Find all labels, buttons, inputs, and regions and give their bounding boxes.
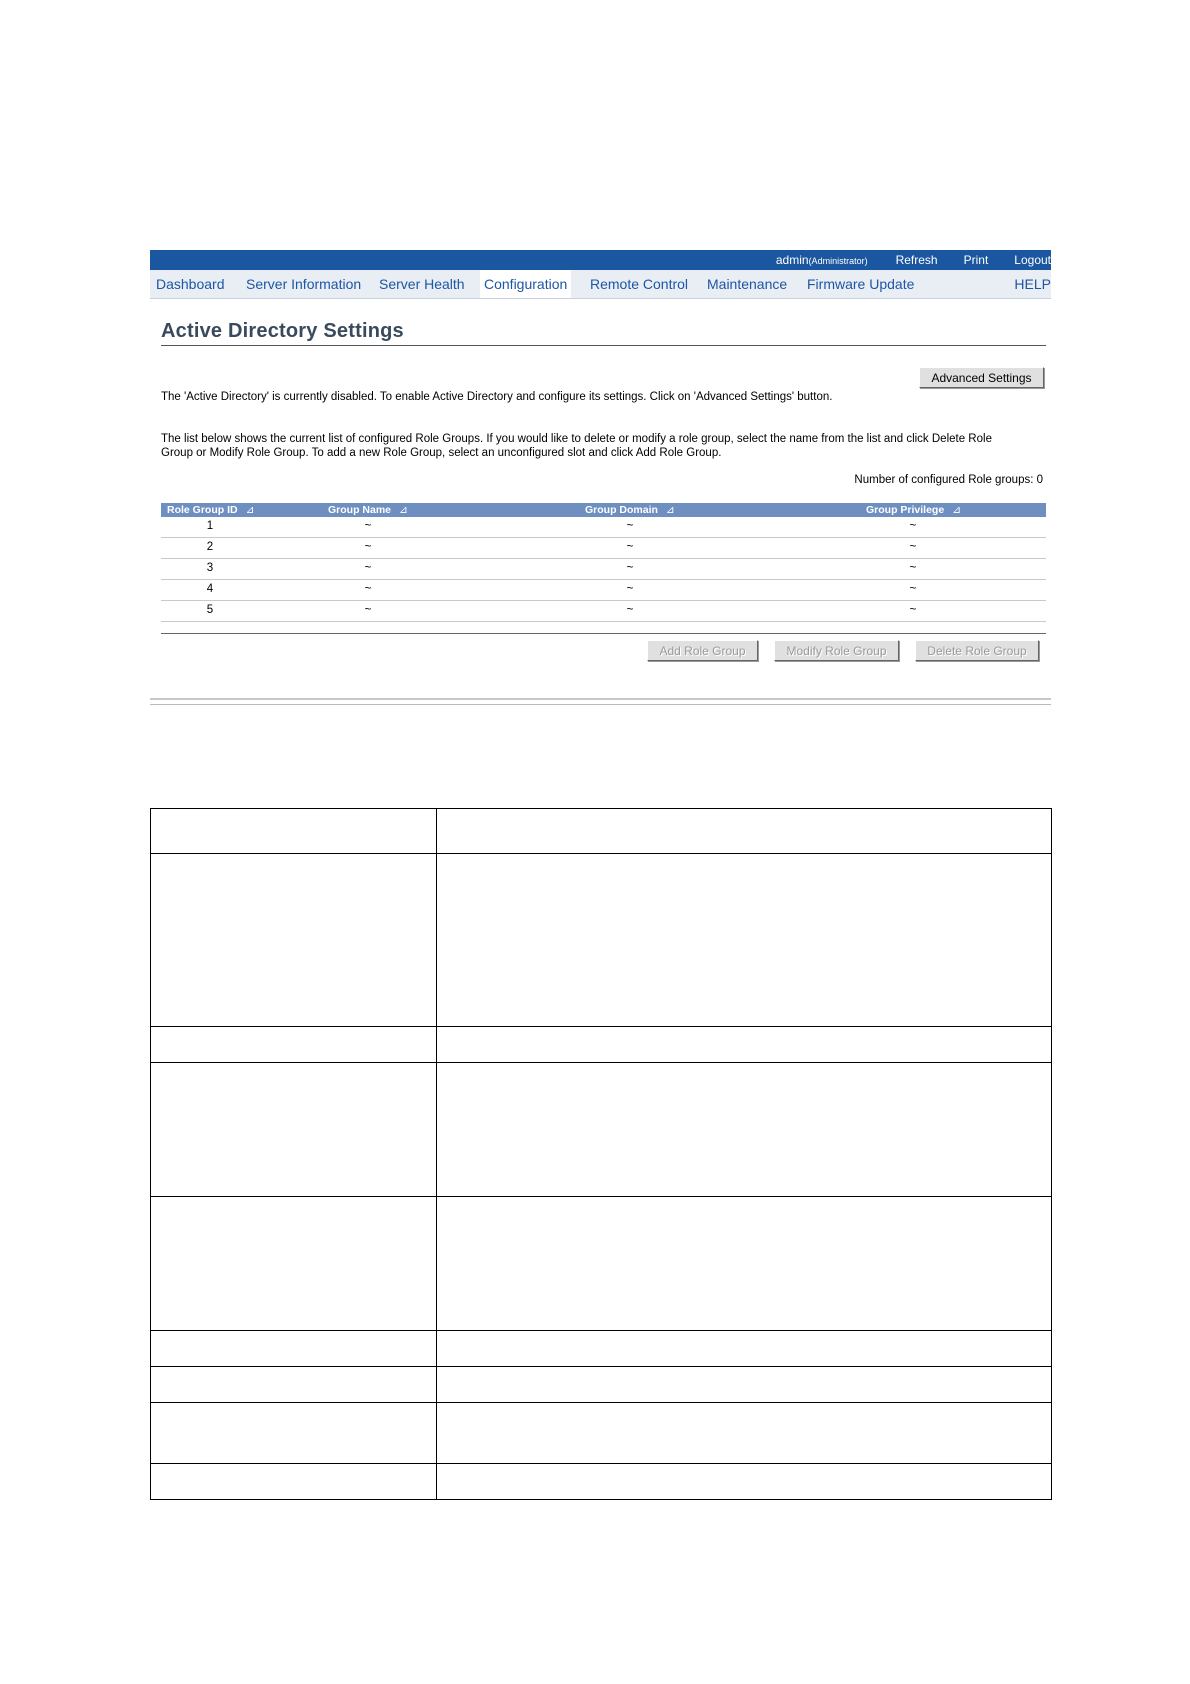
- add-role-group-button[interactable]: Add Role Group: [647, 640, 758, 661]
- table-header: [161, 503, 1046, 517]
- doc-table-cell: [151, 809, 437, 854]
- nav-server-health[interactable]: Server Health: [379, 276, 465, 292]
- status-text: The 'Active Directory' is currently disabled. To enable Active Directory and configure its settings. Click on 'Advanced Settings' button.: [161, 391, 833, 403]
- screenshot-bottom-rule: [150, 698, 1051, 705]
- column-label: Role Group ID: [167, 504, 238, 516]
- role-group-count: Number of configured Role groups: 0: [854, 474, 1043, 486]
- column-header-role-group-id[interactable]: [167, 503, 254, 517]
- user-info: [776, 253, 868, 267]
- role-group-table: [161, 503, 1046, 622]
- logout-link[interactable]: Logout: [1014, 253, 1051, 267]
- info-text-line-2: Group or Modify Role Group. To add a new Role Group, select an unconfigured slot and click Add Role Group.: [161, 447, 722, 459]
- column-label: Group Privilege: [866, 504, 945, 516]
- doc-table-cell: [151, 1027, 437, 1063]
- user-role: (Administrator): [808, 256, 868, 266]
- main-nav: [150, 270, 1051, 299]
- delete-role-group-button[interactable]: Delete Role Group: [915, 640, 1039, 661]
- cell-group-name: ~: [364, 583, 372, 595]
- cell-role-group-id: 3: [206, 562, 214, 574]
- column-header-group-privilege[interactable]: [866, 503, 961, 517]
- doc-table-cell: [437, 1331, 1052, 1367]
- column-header-group-name[interactable]: [328, 503, 408, 517]
- doc-table-row: [151, 1367, 1052, 1403]
- nav-dashboard[interactable]: Dashboard: [156, 276, 225, 292]
- cell-role-group-id: 2: [206, 541, 214, 553]
- sort-icon: ⊿: [399, 504, 408, 516]
- cell-role-group-id: 5: [206, 604, 214, 616]
- table-row[interactable]: [161, 580, 1046, 601]
- table-row[interactable]: [161, 538, 1046, 559]
- cell-role-group-id: 1: [206, 520, 214, 532]
- doc-table-row: [151, 1197, 1052, 1331]
- sort-icon: ⊿: [665, 504, 675, 516]
- cell-group-domain: ~: [626, 520, 634, 532]
- cell-group-privilege: ~: [909, 604, 917, 616]
- doc-table-row: [151, 1063, 1052, 1197]
- nav-server-information[interactable]: Server Information: [246, 276, 362, 292]
- cell-group-domain: ~: [626, 541, 634, 553]
- doc-table-cell: [437, 1367, 1052, 1403]
- cell-group-name: ~: [364, 520, 372, 532]
- web-ui-screenshot: [150, 250, 1051, 702]
- username: admin: [775, 253, 809, 267]
- nav-remote-control[interactable]: Remote Control: [590, 276, 689, 292]
- doc-table-cell: [437, 1027, 1052, 1063]
- cell-group-domain: ~: [626, 583, 634, 595]
- doc-table-cell: [437, 1403, 1052, 1464]
- cell-group-name: ~: [364, 562, 372, 574]
- table-row[interactable]: [161, 601, 1046, 622]
- sort-icon: ⊿: [952, 504, 961, 516]
- cell-group-name: ~: [364, 541, 372, 553]
- table-row[interactable]: [161, 559, 1046, 580]
- doc-table-cell: [437, 854, 1052, 1027]
- column-label: Group Name: [328, 504, 392, 516]
- page-title: Active Directory Settings: [161, 320, 1046, 346]
- column-header-group-domain[interactable]: [585, 503, 675, 517]
- cell-group-domain: ~: [626, 604, 634, 616]
- nav-maintenance[interactable]: Maintenance: [707, 276, 788, 292]
- modify-role-group-button[interactable]: Modify Role Group: [774, 640, 899, 661]
- doc-table-row: [151, 1403, 1052, 1464]
- doc-table-cell: [151, 1367, 437, 1403]
- document-table: [150, 808, 1052, 1500]
- doc-table-cell: [151, 854, 437, 1027]
- doc-table-row: [151, 1027, 1052, 1063]
- info-text-line-1: The list below shows the current list of configured Role Groups. If you would like to delete or modify a role group, select the name from the list and click Delete Role: [161, 433, 992, 445]
- doc-table-cell: [437, 1464, 1052, 1500]
- advanced-settings-button[interactable]: Advanced Settings: [919, 367, 1044, 388]
- doc-table-row: [151, 1331, 1052, 1367]
- table-bottom-divider: [161, 633, 1046, 634]
- table-row[interactable]: [161, 517, 1046, 538]
- doc-table-cell: [437, 1197, 1052, 1331]
- print-link[interactable]: Print: [963, 253, 989, 267]
- doc-table-cell: [437, 1063, 1052, 1197]
- top-bar: [150, 250, 1051, 270]
- cell-group-privilege: ~: [909, 520, 917, 532]
- help-link[interactable]: HELP: [1014, 276, 1051, 292]
- doc-table-row: [151, 854, 1052, 1027]
- doc-table-row: [151, 1464, 1052, 1500]
- doc-table-cell: [151, 1464, 437, 1500]
- doc-table-cell: [151, 1331, 437, 1367]
- doc-table-cell: [151, 1403, 437, 1464]
- cell-group-privilege: ~: [909, 541, 917, 553]
- sort-icon: ⊿: [245, 504, 255, 516]
- cell-group-domain: ~: [626, 562, 634, 574]
- cell-group-privilege: ~: [909, 583, 917, 595]
- doc-table-cell: [437, 809, 1052, 854]
- doc-table-cell: [151, 1197, 437, 1331]
- cell-group-privilege: ~: [909, 562, 917, 574]
- cell-role-group-id: 4: [206, 583, 214, 595]
- doc-table-cell: [151, 1063, 437, 1197]
- cell-group-name: ~: [364, 604, 372, 616]
- nav-configuration[interactable]: Configuration: [480, 270, 571, 298]
- column-label: Group Domain: [585, 504, 658, 516]
- refresh-link[interactable]: Refresh: [895, 253, 938, 267]
- doc-table-row: [151, 809, 1052, 854]
- nav-firmware-update[interactable]: Firmware Update: [807, 276, 915, 292]
